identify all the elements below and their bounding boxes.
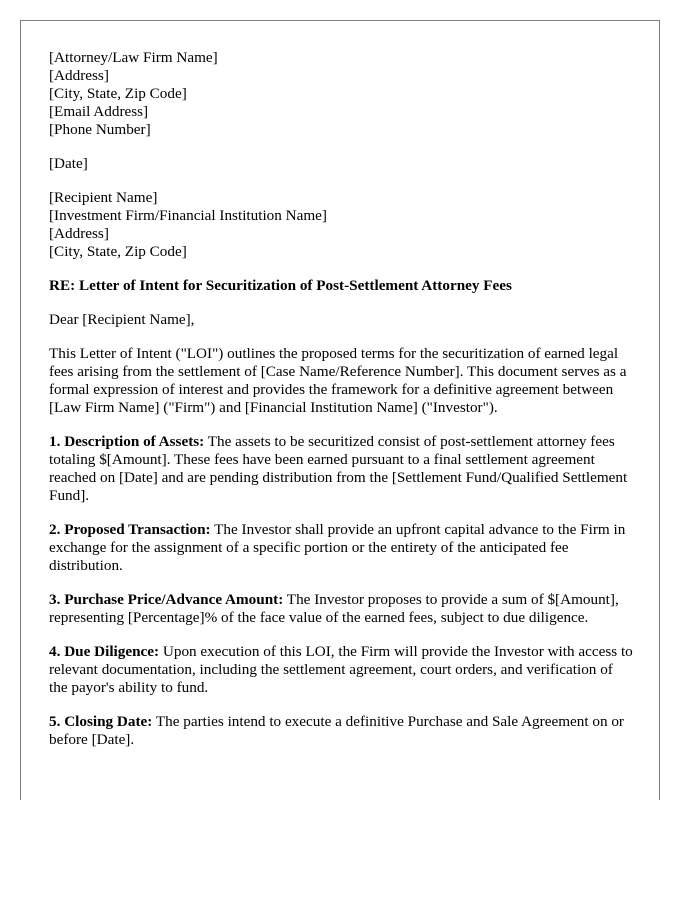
section-body: The assets to be securitized consist of post-settlement attorney fees totaling $[Amount]. These fees have been earned pursuant to a final settlement agreement reached on [Date] and are pending distribution from the [Settlement Fund/Qualified Settlement Fund]. <box>49 433 628 504</box>
recipient-city-state-zip: [City, State, Zip Code] <box>49 243 187 260</box>
recipient-address: [Address] <box>49 225 109 242</box>
section-title: 3. Purchase Price/Advance Amount: <box>49 591 284 608</box>
recipient-institution: [Investment Firm/Financial Institution Name] <box>49 207 327 224</box>
letter-content <box>49 49 635 765</box>
subject-line: RE: Letter of Intent for Securitization of Post-Settlement Attorney Fees <box>49 277 512 294</box>
sender-address: [Address] <box>49 67 109 84</box>
section-body: The Investor shall provide an upfront capital advance to the Firm in exchange for the assignment of a specific portion or the entirety of the anticipated fee distribution. <box>49 521 626 574</box>
sender-phone: [Phone Number] <box>49 121 151 138</box>
letter-date: [Date] <box>49 155 88 172</box>
section-body: The Investor proposes to provide a sum of $[Amount], representing [Percentage]% of the face value of the earned fees, subject to due diligence. <box>49 591 619 626</box>
section-title: 1. Description of Assets: <box>49 433 205 450</box>
section-paragraph <box>49 643 635 697</box>
recipient-name: [Recipient Name] <box>49 189 158 206</box>
section-title: 4. Due Diligence: <box>49 643 160 660</box>
sender-block <box>49 49 635 139</box>
recipient-block <box>49 189 635 261</box>
section-title: 5. Closing Date: <box>49 713 153 730</box>
letter-page <box>20 20 660 800</box>
section-paragraph <box>49 591 635 627</box>
section-paragraph <box>49 433 635 505</box>
salutation: Dear [Recipient Name], <box>49 311 195 328</box>
section-paragraph <box>49 521 635 575</box>
sender-email: [Email Address] <box>49 103 149 120</box>
sender-name: [Attorney/Law Firm Name] <box>49 49 218 66</box>
section-body: Upon execution of this LOI, the Firm will provide the Investor with access to relevant documentation, including the settlement agreement, court orders, and verification of the payor's ability to fund. <box>49 643 633 696</box>
section-title: 2. Proposed Transaction: <box>49 521 211 538</box>
section-body: The parties intend to execute a definitive Purchase and Sale Agreement on or before [Date]. <box>49 713 624 748</box>
section-paragraph <box>49 713 635 749</box>
date-block <box>49 155 635 173</box>
sender-city-state-zip: [City, State, Zip Code] <box>49 85 187 102</box>
intro-paragraph: This Letter of Intent ("LOI") outlines the proposed terms for the securitization of earned legal fees arising from the settlement of [Case Name/Reference Number]. This document serves as a formal expression of interest and provides the framework for a definitive agreement between [Law Firm Name] ("Firm") and [Financial Institution Name] ("Investor"). <box>49 345 627 416</box>
